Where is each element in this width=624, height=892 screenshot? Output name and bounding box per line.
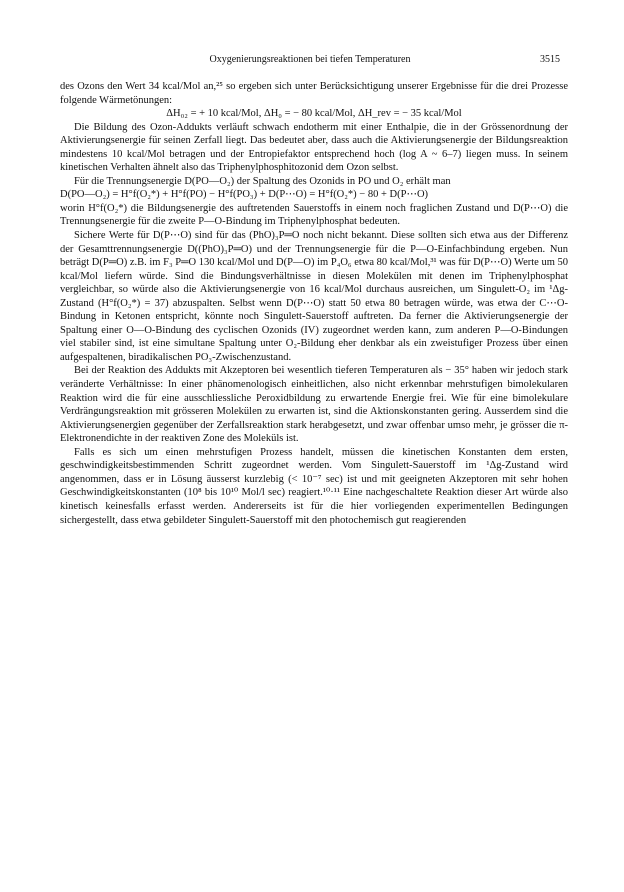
paragraph-4: worin H°f(O₂*) die Bildungsenergie des auftretenden Sauerstoffs in einem noch fraglichen Zustand und D(P⋯O) die Trennungsenergie für die zweite P—O-Bindung im Triphenylphosphat bedeuten. <box>60 202 568 228</box>
running-title: Oxygenierungsreaktionen bei tiefen Temperaturen <box>209 54 411 65</box>
running-header <box>60 54 560 68</box>
paragraph-3: Für die Trennungsenergie D(PO—O₂) der Spaltung des Ozonids in PO und O₂ erhält man <box>74 175 451 187</box>
equation-enthalpies: ΔH₀₂ = + 10 kcal/Mol, ΔH₀ = − 80 kcal/Mol, ΔH_rev = − 35 kcal/Mol <box>166 108 462 120</box>
paragraph-1: des Ozons den Wert 34 kcal/Mol an,²⁵ so ergeben sich unter Berücksichtigung unserer Ergebnisse für die drei Prozesse folgende Wärmetönungen: <box>60 81 568 106</box>
paragraph-2: Die Bildung des Ozon-Addukts verläuft schwach endotherm mit einer Enthalpie, die in der Grössenordnung der Aktivierungsenergie für seinen Zerfall liegt. Das bedeutet aber, dass auch die Aktivierungsenergie der Bildungsreaktion mindestens 10 kcal/Mol betragen und der Entropiefaktor entsprechend hoch (log A ~ 6–7) liegen muss. In seinem kinetischen Verhalten ähnelt also das Triphenylphosphitozonid dem Ozon selbst. <box>60 121 568 174</box>
paragraph-6: Bei der Reaktion des Addukts mit Akzeptoren bei wesentlich tieferen Temperaturen als − 35° haben wir jedoch stark veränderte Verhältnisse: In einer phänomenologisch einheitlichen, also nicht erkennbar mehrstufigen bimolekularen Reaktion wird die für eine ausschliessliche Peroxidbildung zu erwartende Energie frei. Wie für eine bimolekulare Verdrängungsreaktion mit grösseren Molekülen zu erwarten ist, sind die Aktionskonstanten gering. Ausserdem sind die Aktivierungsenergien gegenüber der Zerfallsreaktion stark herabgesetzt, und zwar offenbar umso mehr, je grösser die π-Elektronendichte in der reaktiven Zone des Moleküls ist. <box>60 365 568 445</box>
page-number: 3515 <box>540 54 560 65</box>
equation-separation-energy: D(PO—O₂) = H°f(O₂*) + H°f(PO) − H°f(PO₃) + D(P⋯O) = H°f(O₂*) − 80 + D(P⋯O) <box>60 189 429 201</box>
paragraph-7: Falls es sich um einen mehrstufigen Prozess handelt, müssen die kinetischen Konstanten dem ersten, geschwindigkeitsbestimmenden Schritt zugeordnet werden. Vom Singulett-Sauerstoff im ¹Δg-Zustand wird angenommen, dass er in Lösung äusserst kurzlebig (< 10⁻⁷ sec) ist und mit geeigneten Akzeptoren mit sehr hohen Geschwindigkeitskonstanten (10⁸ bis 10¹⁰ Mol/l sec) reagiert.¹⁰·¹¹ Eine nachgeschaltete Reaktion dieser Art würde also kinetisch keinesfalls erfasst werden. Andererseits ist für die hier vorliegenden experimentellen Bedingungen sichergestellt, dass etwa gebildeter Singulett-Sauerstoff mit den photochemisch gut reagierenden <box>60 446 568 526</box>
body-text <box>60 80 568 527</box>
paragraph-5: Sichere Werte für D(P⋯O) sind für das (PhO)₃P═O noch nicht bekannt. Diese sollten sich etwa aus der Differenz der Gesamttrennungsenergie D((PhO)₃P═O) und der Trennungsenergie für die P—O-Einfachbindung ergeben. Nun beträgt D(P═O) z.B. im F₃ P═O 130 kcal/Mol und D(P—O) im P₄O₆ etwa 80 kcal/Mol,³¹ was für D(P⋯O) Werte um 50 kcal/Mol liefern würde. Sind die Bindungsverhältnisse in diesen Molekülen mit denen im Triphenylphosphat vergleichbar, so würde also die Aktivierungsenergie von 16 kcal/Mol durchaus ausreichen, um Singulett-O₂ im ¹Δg-Zustand (H°f(O₂*) = 37) abzuspalten. Selbst wenn D(P⋯O) statt 50 etwa 80 betragen würde, was etwa der C⋯O-Bindung in Ketonen entspricht, könnte noch Singulett-Sauerstoff auftreten. Da ferner die Aktivierungsenergie der Spaltung einer O—O-Bindung des cyclischen Ozonids (IV) zugeordnet werden kann, zum anderen P—O-Bindungen viel stabiler sind, ist eine simultane Spaltung unter O₂-Bildung eher denkbar als ein zweistufiger Prozess über einen aufgespaltenen, biradikalischen PO₃-Zwischenzustand. <box>60 230 568 363</box>
